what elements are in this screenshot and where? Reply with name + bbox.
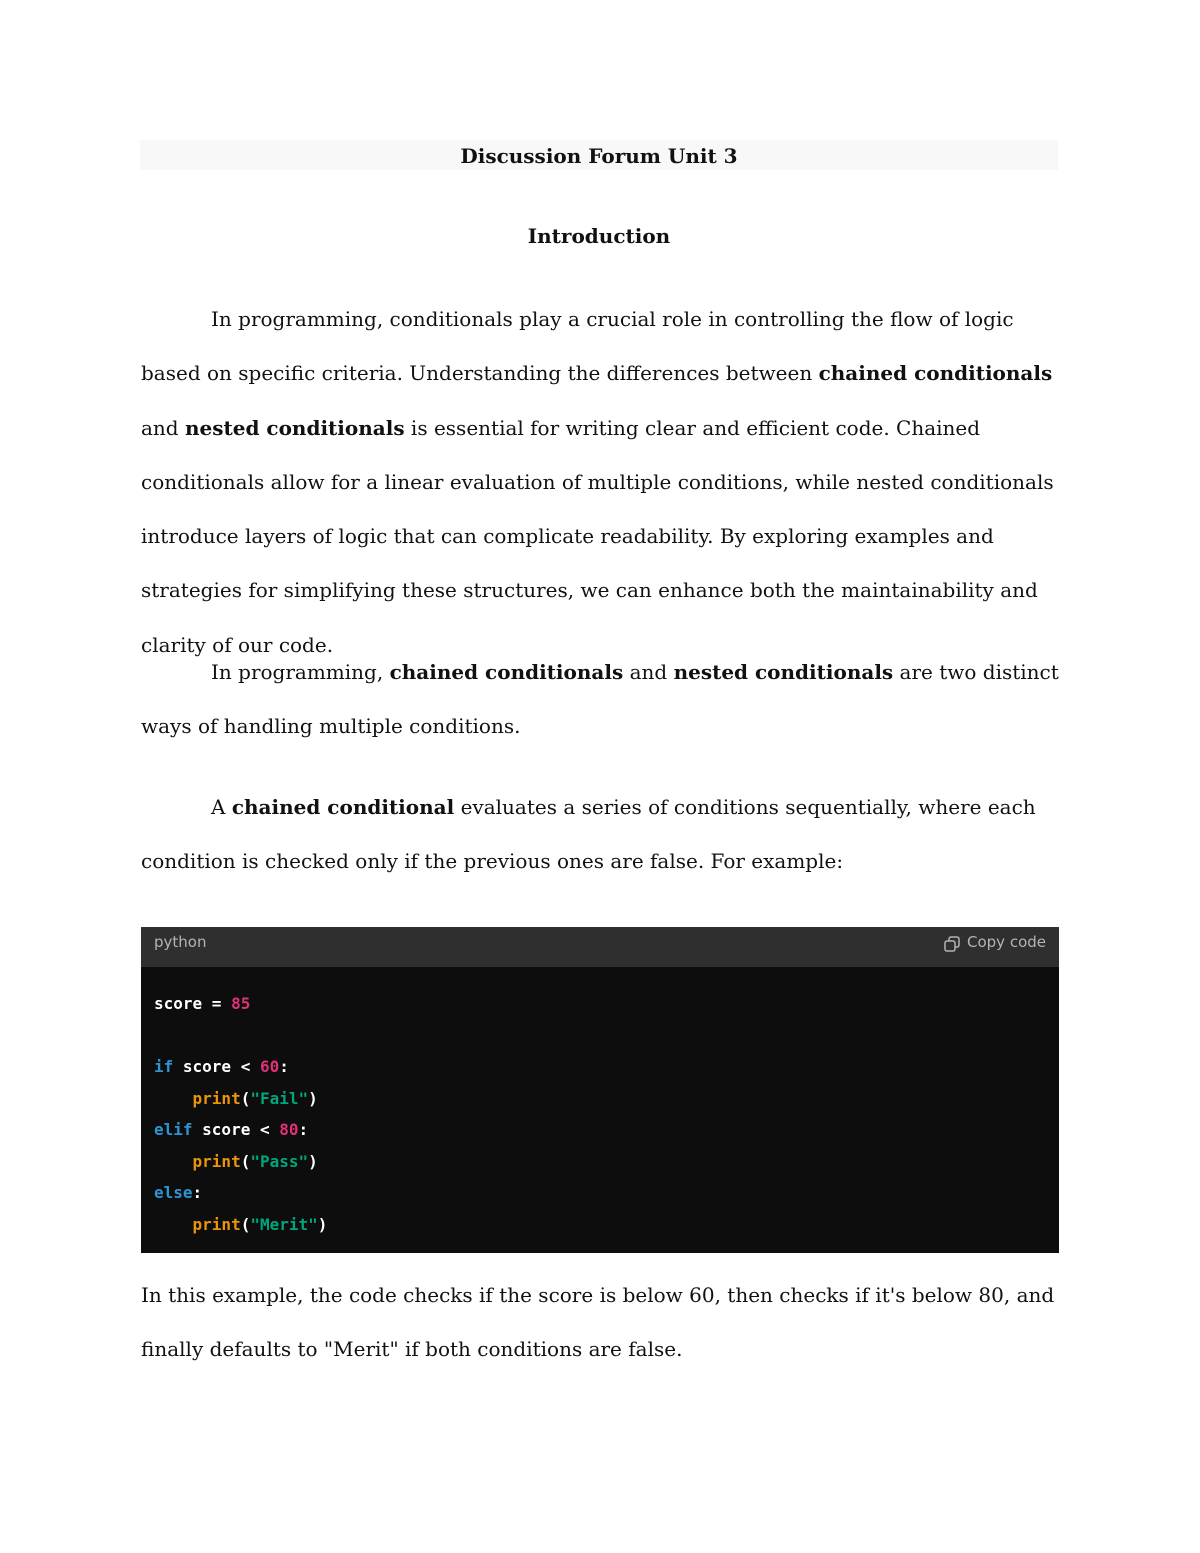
code-token: if <box>154 1057 174 1076</box>
copy-icon <box>943 933 961 951</box>
paragraph-text: In programming, conditionals play a crucial role in controlling the flow of logic based on specific criteria. Understanding the differences between <box>141 307 1014 386</box>
code-token: else <box>154 1183 193 1202</box>
code-line <box>154 1051 327 1083</box>
paragraph-text: In this example, the code checks if the score is below 60, then checks if it's below 80, and finally defaults to "Merit" if both conditions are false. <box>141 1283 1055 1362</box>
code-token: ( <box>240 1151 251 1171</box>
copy-code-label: Copy code <box>967 933 1046 951</box>
copy-code-button[interactable] <box>943 927 1046 957</box>
code-token: ) <box>308 1088 318 1108</box>
paragraph-text: A <box>211 795 232 819</box>
explanation-paragraph <box>141 1268 1059 1377</box>
chained-paragraph <box>141 780 1059 889</box>
code-token <box>154 1089 193 1108</box>
code-header <box>141 927 1059 967</box>
code-token: 80 <box>279 1120 299 1139</box>
code-content <box>154 988 327 1240</box>
code-token: ) <box>317 1214 328 1234</box>
code-line <box>154 1114 327 1146</box>
code-line <box>154 1209 327 1241</box>
intro-paragraph <box>141 292 1059 672</box>
paragraph-text: are two distinct ways of handling multiple conditions. <box>141 660 1059 739</box>
code-line <box>154 1083 327 1115</box>
code-token <box>154 1215 193 1234</box>
paragraph-text: is essential for writing clear and efficient code. Chained conditionals allow for a linear evaluation of multiple conditions, while nested conditionals introduce layers of logic that can complicate readability. By exploring examples and strategies for simplifying these structures, we can enhance both the maintainability and clarity of our code. <box>141 415 1054 657</box>
code-token: "Pass" <box>250 1151 309 1171</box>
code-token: ( <box>240 1088 251 1108</box>
page-title: Discussion Forum Unit 3 <box>460 144 738 168</box>
paragraph-text: and <box>141 415 185 440</box>
code-token: elif <box>154 1120 193 1139</box>
code-token: print <box>192 1214 241 1234</box>
code-token: "Merit" <box>250 1214 318 1234</box>
bold-term: chained conditionals <box>818 361 1053 386</box>
code-token: ) <box>308 1151 318 1171</box>
code-line <box>154 1177 327 1209</box>
code-token: : <box>298 1120 309 1139</box>
code-token: ( <box>240 1214 251 1234</box>
bold-term: chained conditional <box>231 795 455 819</box>
definition-paragraph <box>141 645 1059 754</box>
bold-term: nested conditionals <box>673 660 894 684</box>
code-token: 60 <box>259 1057 280 1076</box>
code-token: "Fail" <box>250 1088 309 1108</box>
paragraph-text: and <box>623 660 674 684</box>
code-line <box>154 988 327 1020</box>
bold-term: nested conditionals <box>184 415 405 440</box>
code-token: print <box>192 1088 241 1108</box>
code-token: score < <box>173 1057 260 1076</box>
code-token: score = <box>154 994 232 1013</box>
code-token: : <box>279 1057 289 1076</box>
paragraph-text: In programming, <box>211 660 390 684</box>
code-line <box>154 1020 327 1052</box>
code-token: 85 <box>231 994 251 1013</box>
code-token: : <box>192 1183 203 1202</box>
paragraph-text: evaluates a series of conditions sequentially, where each condition is checked only if the previous ones are false. For example: <box>141 795 1036 874</box>
code-language-label: python <box>154 933 207 951</box>
code-block <box>141 927 1059 1253</box>
code-line <box>154 1146 327 1178</box>
code-token: score < <box>192 1120 280 1139</box>
bold-term: chained conditionals <box>389 660 624 684</box>
code-token <box>154 1152 193 1171</box>
section-heading: Introduction <box>527 224 671 248</box>
code-token: print <box>192 1151 241 1171</box>
